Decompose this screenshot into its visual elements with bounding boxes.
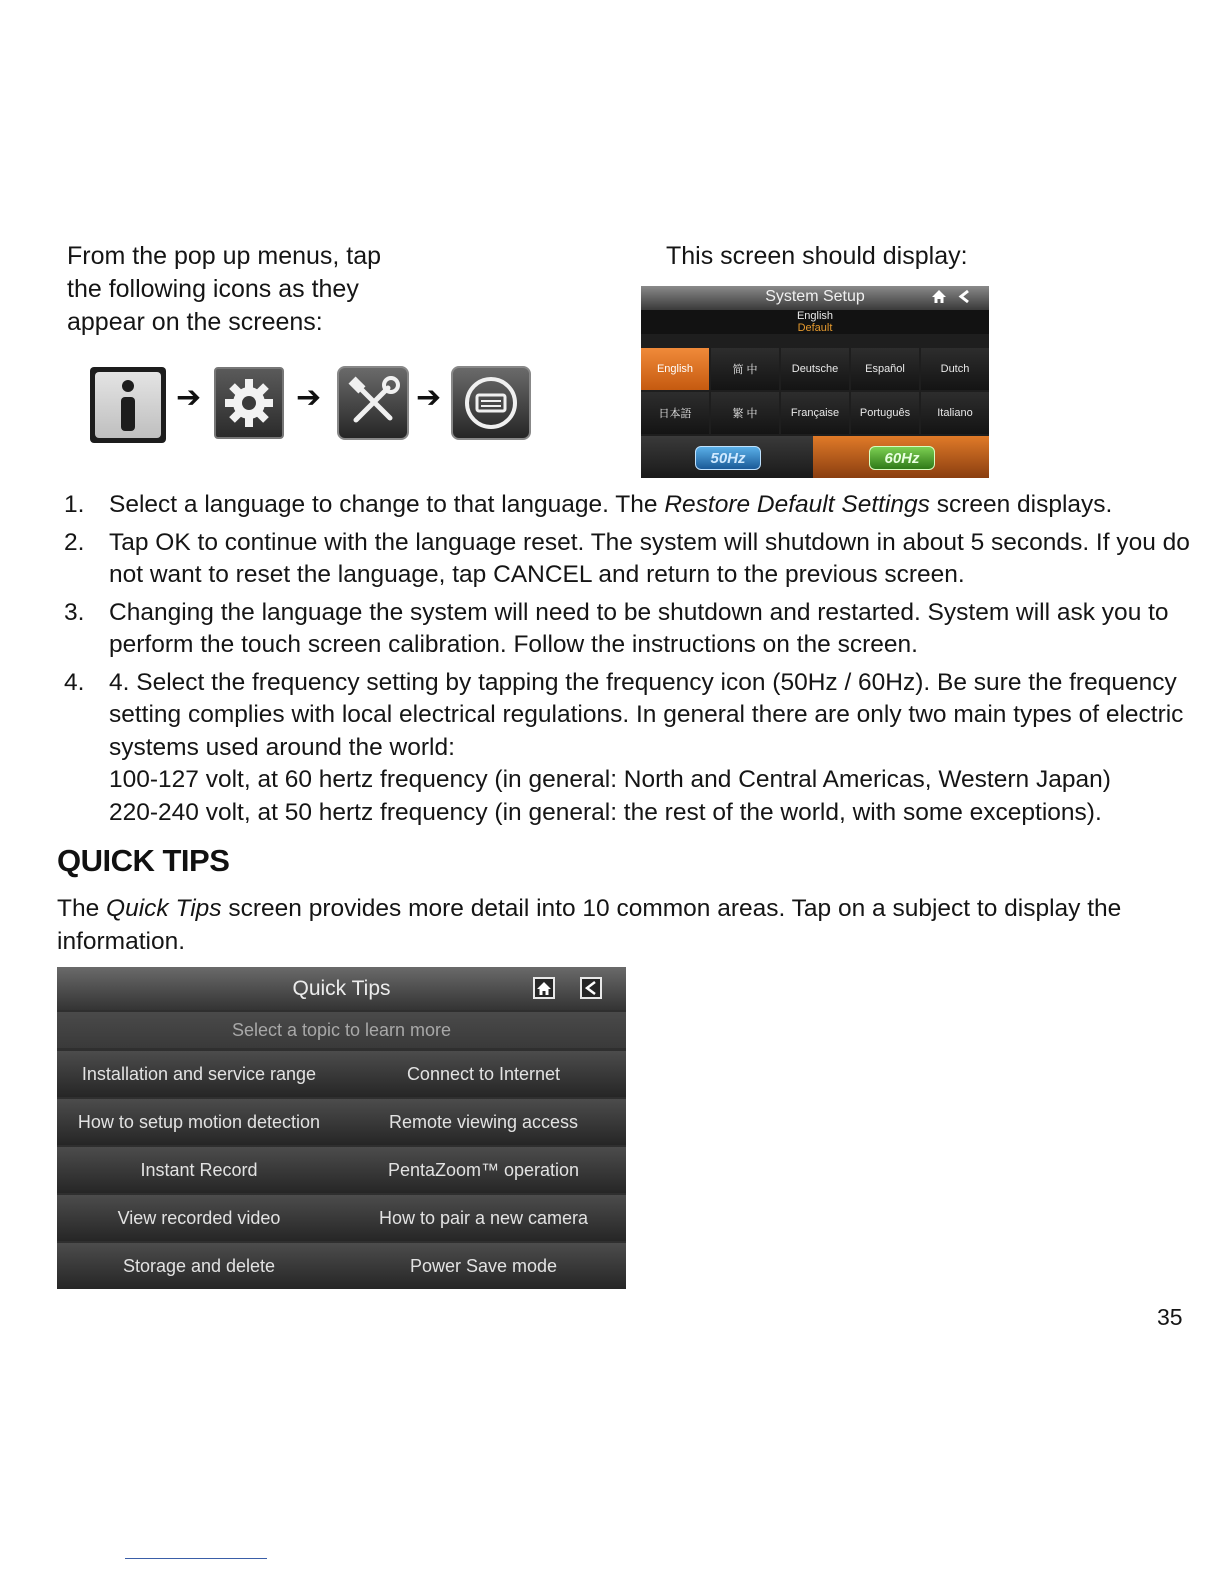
- list-text: 4. Select the frequency setting by tapping the frequency icon (50Hz / 60Hz). Be sure the frequency setting complies with local electrical regulations. In general there are only two main types of electric systems used around the world:: [109, 668, 1184, 761]
- list-number: 1.: [64, 491, 85, 518]
- list-text: 220-240 volt, at 50 hertz frequency (in general: the rest of the world, with some exceptions).: [109, 798, 1102, 826]
- home-icon[interactable]: [931, 289, 947, 308]
- quick-tips-title: Quick Tips: [292, 977, 391, 1000]
- table-row: [57, 1099, 626, 1145]
- quick-tip-topic[interactable]: How to pair a new camera: [378, 1208, 589, 1228]
- list-item: [64, 489, 1204, 522]
- paragraph-text: The: [57, 895, 107, 922]
- table-row: [57, 1195, 626, 1241]
- instruction-list: [64, 489, 1204, 834]
- paragraph-text: screen provides more detail into 10 common areas. Tap on a subject to display the information.: [57, 895, 1122, 955]
- current-language-label: English: [796, 310, 834, 322]
- screen-caption: This screen should display:: [666, 242, 968, 270]
- language-button[interactable]: English: [641, 348, 709, 390]
- language-button[interactable]: 简 中: [711, 348, 779, 390]
- list-text: screen displays.: [929, 491, 1113, 518]
- section-heading: QUICK TIPS: [57, 843, 230, 878]
- page-number: 35: [1157, 1304, 1183, 1330]
- language-button[interactable]: Deutsche: [781, 348, 849, 390]
- arrow-icon: ➔: [176, 381, 202, 414]
- arrow-icon: ➔: [296, 381, 322, 414]
- frequency-50hz-button[interactable]: 50Hz: [695, 446, 761, 470]
- list-text: Changing the language the system will need to be shutdown and restarted. System will ask you to perform the touch screen calibration. Follow the instructions on the screen.: [109, 598, 1169, 658]
- gear-icon[interactable]: [214, 367, 284, 439]
- quick-tip-topic[interactable]: Installation and service range: [81, 1064, 317, 1084]
- list-item: [64, 527, 1204, 592]
- language-grid: [641, 348, 989, 434]
- list-text: Tap OK to continue with the language reset. The system will shutdown in about 5 seconds. If you do not want to reset the language, tap CANCEL and return to the previous screen.: [109, 528, 1190, 588]
- intro-instructions: [67, 240, 447, 339]
- table-row: [57, 1243, 626, 1289]
- list-item: [64, 597, 1204, 662]
- intro-line: appear on the screens:: [67, 308, 323, 336]
- section-paragraph: [57, 893, 1177, 958]
- system-setup-screen: [641, 286, 989, 478]
- quick-tips-titlebar: [57, 967, 626, 1010]
- system-setup-titlebar: [641, 286, 989, 310]
- arrow-icon: ➔: [416, 381, 442, 414]
- quick-tip-topic[interactable]: How to setup motion detection: [77, 1112, 321, 1132]
- tools-icon[interactable]: [337, 366, 409, 440]
- back-icon[interactable]: [957, 289, 971, 308]
- list-emphasis: Restore Default Settings: [664, 491, 930, 518]
- table-row: [57, 1147, 626, 1193]
- language-button[interactable]: Español: [851, 348, 919, 390]
- list-number: 2.: [64, 528, 85, 556]
- quick-tip-topic[interactable]: Instant Record: [140, 1160, 258, 1180]
- quick-tip-topic[interactable]: View recorded video: [117, 1208, 281, 1228]
- list-text: 100-127 volt, at 60 hertz frequency (in general: North and Central Americas, Western Japan): [109, 766, 1111, 793]
- list-text: Select a language to change to that language. The: [109, 491, 665, 518]
- current-language: [641, 310, 989, 334]
- quick-tips-screen: [57, 967, 626, 1289]
- list-number: 4.: [64, 668, 85, 696]
- intro-line: the following icons as they: [67, 275, 359, 303]
- language-button[interactable]: Dutch: [921, 348, 989, 390]
- footer-divider: [125, 1558, 267, 1559]
- frequency-bar: [641, 436, 989, 478]
- system-setup-title: System Setup: [765, 288, 865, 305]
- list-number: 3.: [64, 598, 85, 626]
- language-button[interactable]: 繁 中: [711, 392, 779, 434]
- list-item: [64, 667, 1204, 830]
- quick-tip-topic[interactable]: Power Save mode: [409, 1256, 558, 1276]
- current-language-note: Default: [797, 322, 833, 334]
- table-row: [57, 1051, 626, 1097]
- language-button[interactable]: Française: [781, 392, 849, 434]
- home-icon[interactable]: [533, 977, 555, 999]
- back-icon[interactable]: [580, 977, 602, 999]
- language-button[interactable]: Português: [851, 392, 919, 434]
- quick-tip-topic[interactable]: Storage and delete: [122, 1256, 276, 1276]
- quick-tip-topic[interactable]: Connect to Internet: [406, 1064, 561, 1084]
- paragraph-emphasis: Quick Tips: [106, 895, 222, 922]
- restore-icon[interactable]: [451, 366, 531, 440]
- frequency-60hz-button[interactable]: 60Hz: [869, 446, 935, 470]
- intro-line: From the pop up menus, tap: [67, 242, 382, 270]
- quick-tip-topic[interactable]: Remote viewing access: [388, 1112, 579, 1132]
- language-button[interactable]: Italiano: [921, 392, 989, 434]
- info-icon[interactable]: [90, 367, 166, 443]
- quick-tip-topic[interactable]: PentaZoom™ operation: [387, 1160, 580, 1180]
- quick-tips-subtitle: Select a topic to learn more: [57, 1012, 626, 1048]
- language-button[interactable]: 日本語: [641, 392, 709, 434]
